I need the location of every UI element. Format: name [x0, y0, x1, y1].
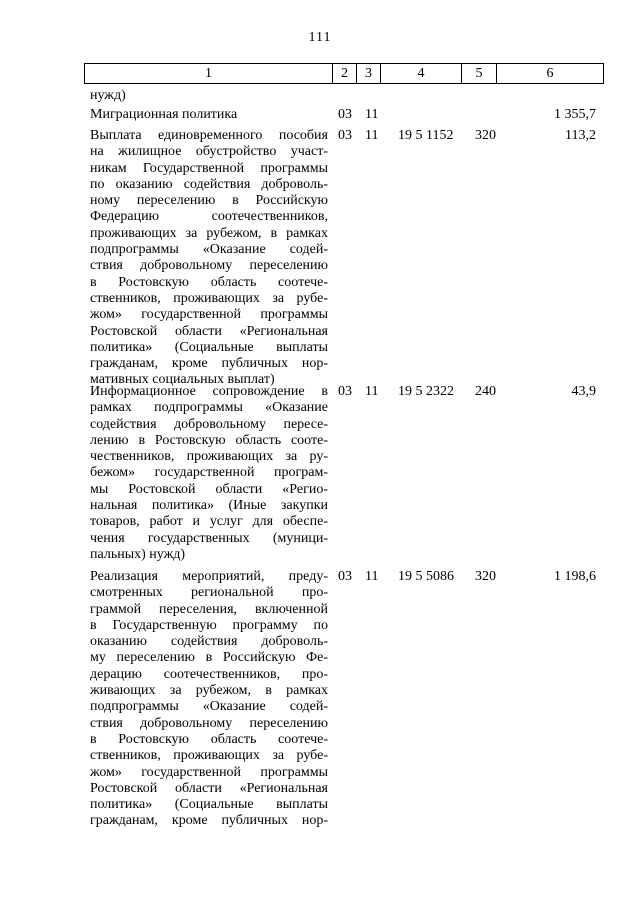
row-name-line: мы Ростовской области «Регио- — [90, 481, 328, 497]
row-name-line: Ростовской области «Региональная — [90, 323, 328, 339]
row-code-3: 11 — [365, 569, 379, 584]
row-name-line: чественников, проживающих за ру- — [90, 449, 328, 465]
row-name-line: смотренных региональной про- — [90, 585, 328, 601]
row-name-line: содействия добровольному пересе- — [90, 416, 328, 432]
row-amount: 43,9 — [571, 384, 596, 399]
row-code-2: 03 — [338, 569, 352, 584]
row-code-5: 320 — [475, 128, 496, 143]
row-amount: 1 355,7 — [554, 107, 596, 122]
row-code-5: 320 — [475, 569, 496, 584]
row-code-2: 03 — [338, 384, 352, 399]
row-code-4: 19 5 5086 — [398, 569, 454, 584]
row-name-line: дерацию соотечественников, про- — [90, 666, 328, 682]
column-header-table — [84, 63, 604, 84]
row-name-line: му переселению в Российскую Фе- — [90, 650, 328, 666]
column-header-1: 1 — [85, 64, 333, 84]
continuation-text: нужд) — [90, 88, 126, 103]
row-amount: 1 198,6 — [554, 569, 596, 584]
row-name-line: ствия добровольному переселению — [90, 715, 328, 731]
row-name-line: гражданам, кроме публичных нор- — [90, 813, 328, 829]
row-name-line: чения государственных (муници- — [90, 530, 328, 546]
row-name-line: ственников, проживающих за рубе- — [90, 290, 328, 306]
row-name-line: проживающих за рубежом, в рамках — [90, 225, 328, 241]
row-name-line: ствия добровольному переселению — [90, 258, 328, 274]
row-name-line: лению в Ростовскую область соотe- — [90, 432, 328, 448]
row-name-line: по оказанию содействия доброволь- — [90, 176, 328, 192]
row-name-line: жом» государственной программы — [90, 307, 328, 323]
row-name — [90, 128, 328, 389]
row-name-line: нальная политика» (Иные закупки — [90, 498, 328, 514]
row-code-4: 19 5 2322 — [398, 384, 454, 399]
row-code-4: 19 5 1152 — [398, 128, 454, 143]
row-name-line: граммой переселения, включенной — [90, 601, 328, 617]
row-name — [90, 107, 328, 123]
row-name-line: пальных) нужд) — [90, 546, 186, 562]
row-code-3: 11 — [365, 384, 379, 399]
row-name-line: бежом» государственной програм- — [90, 465, 328, 481]
row-name-line: Федерацию соотечественников, — [90, 209, 328, 225]
row-name-line: Миграционная политика — [90, 107, 238, 122]
row-code-3: 11 — [365, 128, 379, 143]
row-code-5: 240 — [475, 384, 496, 399]
column-header-row — [85, 64, 604, 84]
row-name-line: жом» государственной программы — [90, 764, 328, 780]
row-name-line: никам Государственной программы — [90, 160, 328, 176]
row-name — [90, 569, 328, 830]
row-name-line: ственников, проживающих за рубе- — [90, 748, 328, 764]
row-name-line: товаров, работ и услуг для обеспе- — [90, 514, 328, 530]
row-name-line: Информационное сопровождение в — [90, 384, 328, 399]
column-header-6: 6 — [497, 64, 604, 84]
row-name-line: политика» (Социальные выплаты — [90, 797, 328, 813]
row-name-line: политика» (Социальные выплаты — [90, 339, 328, 355]
row-name-line: ному переселению в Российскую — [90, 193, 328, 209]
column-header-5: 5 — [462, 64, 497, 84]
row-code-3: 11 — [365, 107, 379, 122]
row-name-line: Реализация мероприятий, преду- — [90, 569, 328, 584]
column-header-2: 2 — [333, 64, 357, 84]
row-code-2: 03 — [338, 107, 352, 122]
row-name-line: оказанию содействия доброволь- — [90, 634, 328, 650]
row-name-line: Ростовской области «Региональная — [90, 780, 328, 796]
row-name-line: на жилищное обустройство участ- — [90, 144, 328, 160]
column-header-4: 4 — [381, 64, 462, 84]
row-amount: 113,2 — [565, 128, 596, 143]
row-name-line: в Ростовскую область соотече- — [90, 274, 328, 290]
row-name-line: рамках подпрограммы «Оказание — [90, 400, 328, 416]
row-name-line: в Ростовскую область соотече- — [90, 731, 328, 747]
row-name-line: живающих за рубежом, в рамках — [90, 683, 328, 699]
row-name-line: подпрограммы «Оказание содей- — [90, 242, 328, 258]
column-header-3: 3 — [357, 64, 381, 84]
page-number: 111 — [308, 30, 332, 45]
row-name — [90, 384, 328, 563]
row-name-line: гражданам, кроме публичных нор- — [90, 356, 328, 372]
row-name-line: Выплата единовременного пособия — [90, 128, 328, 143]
row-name-line: в Государственную программу по — [90, 617, 328, 633]
row-code-2: 03 — [338, 128, 352, 143]
row-name-line: мативных социальных выплат) — [90, 372, 275, 388]
row-name-line: подпрограммы «Оказание содей- — [90, 699, 328, 715]
